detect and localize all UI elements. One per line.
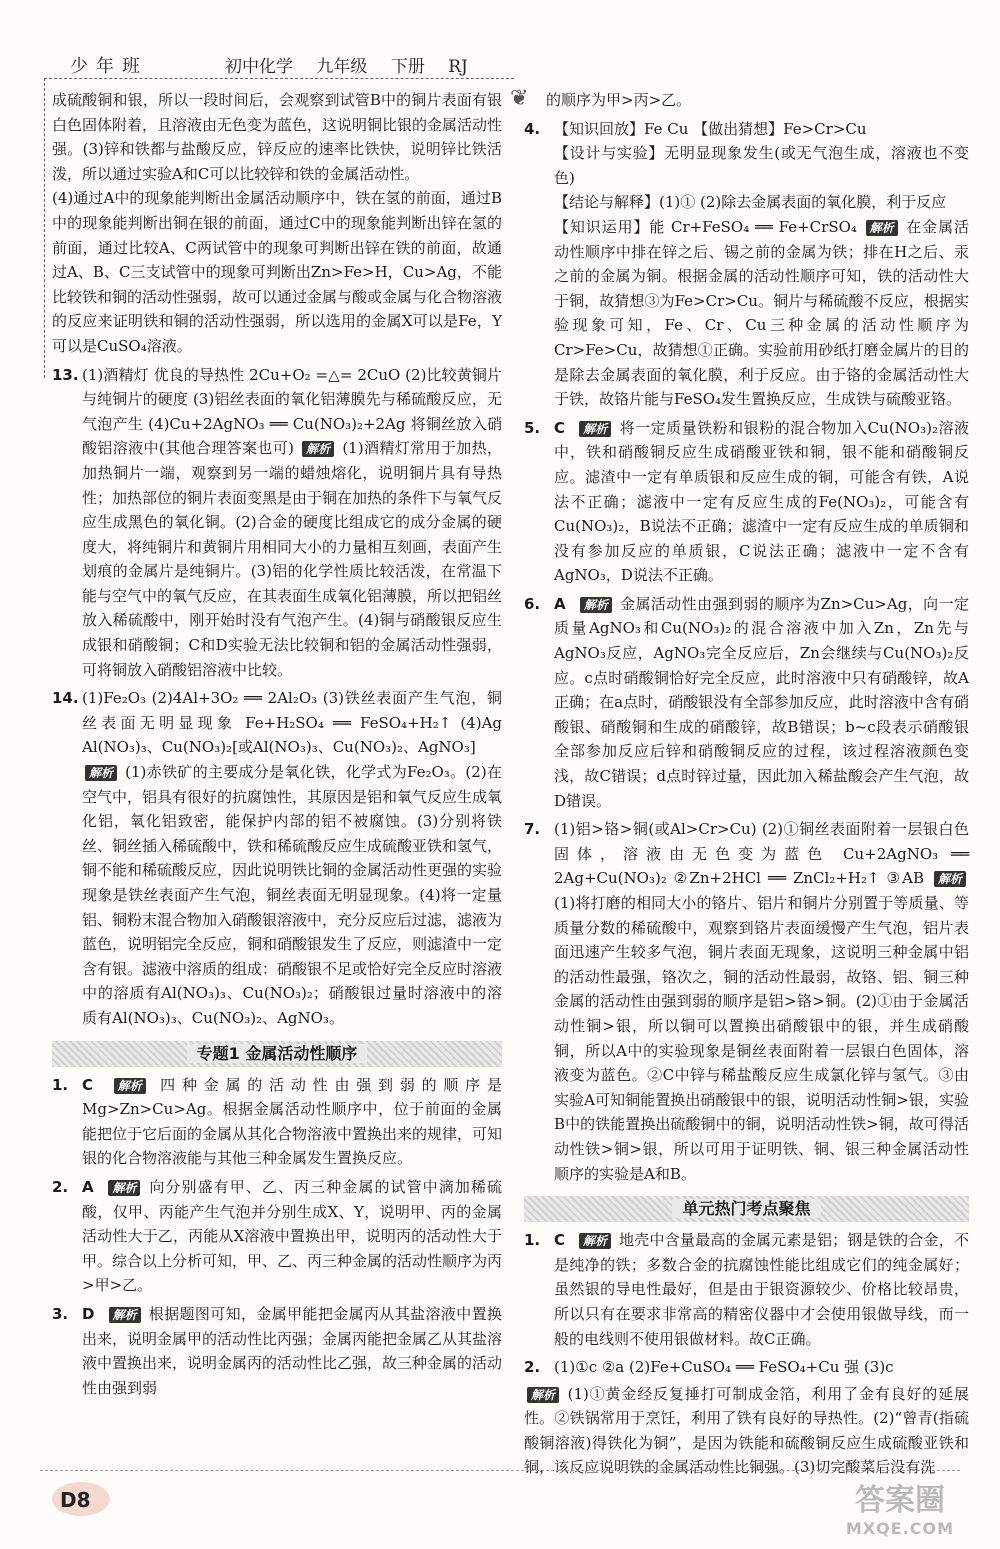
choice-answer: A bbox=[554, 594, 566, 613]
answer-text: (1)酒精灯 优良的导热性 2Cu+O₂ =△= 2CuO (2)比较黄铜片与纯铜片的硬度 (3)铝丝表面的氧化铝薄膜先与稀硫酸反应，无气泡产生 (4)Cu+2AgNO₃ ══ Cu(NO₃)₂+2Ag 将铜丝放入硝酸铝溶液中(其他合理答案也可) bbox=[82, 365, 502, 458]
analysis-text: 在金属活动性顺序中排在锌之后、锡之前的金属为铁；排在H之后、汞之前的金属为铜。根据金属的活动性顺序可知，铁的活动性大于铜，故猜想③为Fe>Cr>Cu。铜片与稀硫酸不反应，根据实验现象可知，Fe、Cr、Cu三种金属的活动性顺序为Cr>Fe>Cu，故猜想①正确。实验前用砂纸打磨金属片的目的是除去金属表面的氧化膜，利于反应。由于铬的金属活动性大于铁，故铬片能与FeSO₄发生置换反应，生成铁与硫酸亚铬。 bbox=[554, 217, 969, 409]
volume: 下册 bbox=[390, 57, 425, 77]
grade: 九年级 bbox=[316, 57, 368, 77]
watermark-title: 答案圈 bbox=[855, 1483, 945, 1518]
analysis-tag: 解析 bbox=[579, 1233, 611, 1249]
analysis-tag: 解析 bbox=[109, 1307, 141, 1323]
q12-continuation-1: 成硫酸铜和银，所以一段时间后，会观察到试管B中的铜片表面有银白色固体附着，且溶液由无色变为蓝色，这说明铜比银的金属活动性强。(3)锌和铁都与盐酸反应，锌反应的速率比铁快，说明锌比铁活泼，所以通过实验A和C可以比较锌和铁的金属活动性。 bbox=[52, 91, 503, 183]
answer-item-u2 bbox=[524, 1355, 969, 1380]
analysis-tag: 解析 bbox=[579, 421, 611, 437]
answer-line: 【知识运用】能 Cr+FeSO₄ ══ Fe+CrSO₄ bbox=[554, 217, 857, 236]
section-title: 单元热门考点聚焦 bbox=[672, 1199, 820, 1218]
analysis-text: 四种金属的活动性由强到弱的顺序是Mg>Zn>Cu>Ag。根据金属活动性顺序中，位于前面的金属能把位于它后面的金属从其化合物溶液中置换出来的规律，可知银的化合物溶液能与其他三种金属发生置换反应。 bbox=[82, 1075, 503, 1168]
item-number: 7. bbox=[524, 820, 541, 839]
analysis-text: (1)赤铁矿的主要成分是氧化铁，化学式为Fe₂O₃。(2)在空气中，铝具有很好的抗腐蚀性，其原因是铝和氧气反应生成氧化铝，氧化铝致密，能保护内部的铝不被腐蚀。(3)分别将铁丝、铜丝插入稀硫酸中，铁和稀硫酸反应生成硫酸亚铁和氢气，铜不能和稀硫酸反应，因此说明铁比铜的金属活动性更强的实验现象是铁丝表面产生气泡，铜丝表面无明显现象。(4)将一定量铝、铜粉末混合物加入硝酸银溶液中，充分反应后过滤，滤液为蓝色，说明铝完全反应，铜和硝酸银发生了反应，则滤渣中一定含有银。滤液中溶质的组成：硝酸银不足或恰好完全反应时溶液中的溶质有Al(NO₃)₃、Cu(NO₃)₂；硝酸银过量时溶液中的溶质有Al(NO₃)₃、Cu(NO₃)₂、AgNO₃。 bbox=[82, 763, 503, 1027]
analysis-text: 向分别盛有甲、乙、丙三种金属的试管中滴加稀硫酸，仅甲、丙能产生气泡并分别生成X、Y，说明甲、丙的金属活动性大于乙，丙能从X溶液中置换出甲，说明丙的活动性大于甲。综合以上分析可知，甲、乙、丙三种金属的活动性顺序为丙>甲>乙。 bbox=[82, 1177, 503, 1295]
item-number: 2. bbox=[52, 1177, 69, 1196]
item-number: 1. bbox=[52, 1075, 69, 1094]
analysis-tag: 解析 bbox=[85, 765, 117, 781]
header-rule bbox=[44, 78, 514, 79]
answer-text: (1)①c ②a (2)Fe+CuSO₄ ══ FeSO₄+Cu 强 (3)c bbox=[554, 1358, 894, 1377]
answer-line: 【知识回放】Fe Cu 【做出猜想】Fe>Cr>Cu bbox=[554, 119, 867, 138]
leaf-decoration-icon: ❦ bbox=[510, 86, 529, 111]
item-number: 6. bbox=[524, 594, 541, 613]
u2-analysis bbox=[524, 1382, 969, 1480]
subject: 初中化学 bbox=[225, 57, 293, 77]
analysis-text: (1)①黄金经反复捶打可制成金箔，利用了金有良好的延展性。②铁锅常用于烹饪，利用了铁有良好的导热性。(2)“曾青(指硫酸铜溶液)得铁化为铜”，是因为铁能和硫酸铜反应生成硫酸亚铁和铜，该反应说明铁的金属活动性比铜强。(3)切完酸菜后没有洗 bbox=[524, 1384, 969, 1477]
choice-answer: A bbox=[82, 1177, 94, 1196]
item-number: 5. bbox=[524, 418, 541, 437]
analysis-tag: 解析 bbox=[934, 871, 966, 887]
margin-rule bbox=[44, 78, 45, 378]
answer-text: (1)Fe₂O₃ (2)4Al+3O₂ ══ 2Al₂O₃ (3)铁丝表面产生气泡，铜丝表面无明显现象 Fe+H₂SO₄ ══ FeSO₄+H₂↑ (4)Ag Al(NO₃)₃、Cu(NO₃)₂[或Al(NO₃)₃、Cu(NO₃)₂、AgNO₃] bbox=[82, 689, 502, 757]
item-number: 3. bbox=[52, 1304, 69, 1323]
section-banner bbox=[524, 1196, 969, 1222]
watermark-url: MXQE.COM bbox=[845, 1519, 955, 1538]
item-number: 4. bbox=[524, 119, 541, 138]
answer-text: (1)铝>铬>铜(或Al>Cr>Cu) (2)①铜丝表面附着一层银白色固体，溶液由无色变为蓝色 Cu+2AgNO₃ ══ 2Ag+Cu(NO₃)₂ ②Zn+2HCl ══ ZnCl₂+H₂↑ ③AB bbox=[554, 820, 969, 888]
section-title: 专题1 金属活动性顺序 bbox=[187, 1044, 368, 1063]
answer-item bbox=[52, 1175, 502, 1298]
analysis-tag: 解析 bbox=[580, 597, 612, 613]
answer-line: 【设计与实验】无明显现象发生(或无气泡生成，溶液也不变色) bbox=[554, 144, 969, 187]
page-header bbox=[40, 46, 529, 111]
choice-answer: C bbox=[554, 418, 566, 437]
item-number: 2. bbox=[524, 1358, 541, 1377]
answer-item bbox=[52, 1302, 502, 1400]
answer-item-u1 bbox=[524, 1228, 969, 1351]
brand-logo: 少年班 bbox=[70, 56, 148, 77]
analysis-text: 根据题图可知，金属甲能把金属丙从其盐溶液中置换出来，说明金属甲的活动性比丙强；金属丙能把金属乙从其盐溶液中置换出来，说明金属丙的活动性比乙强，故三种金属的活动性由强到弱 bbox=[82, 1304, 503, 1397]
choice-answer: C bbox=[554, 1231, 566, 1250]
section-banner bbox=[52, 1041, 502, 1067]
edition: RJ bbox=[448, 57, 468, 77]
item-number: 1. bbox=[524, 1231, 541, 1250]
right-column bbox=[524, 88, 969, 1480]
analysis-tag: 解析 bbox=[108, 1180, 140, 1196]
answer-item-7 bbox=[524, 817, 969, 1186]
item-number: 13. bbox=[52, 365, 79, 384]
book-info bbox=[225, 52, 486, 77]
analysis-text: (1)将打磨的相同大小的铬片、铝片和铜片分别置于等质量、等质量分数的稀硫酸中，观察到铬片表面缓慢产生气泡，铝片表面迅速产生较多气泡，铜片表面无现象，这说明三种金属中铝的活动性最强，铬次之，铜的活动性最弱，故铬、铝、铜三种金属的活动性由强到弱的顺序是铝>铬>铜。(2)①由于金属活动性铜>银，所以铜可以置换出硝酸银中的银，并生成硝酸铜，所以A中的实验现象是铜丝表面附着一层银白色固体，溶液变为蓝色。②C中锌与稀盐酸反应生成氯化锌与氢气。③由实验A可知铜能置换出硝酸银中的银，说明活动性铜>银，实验B中的铁能置换出硫酸铜中的铜，说明活动性铁>铜，故可得活动性铁>铜>银，所以可用于证明铁、铜、银三种金属活动性顺序的实验是A和B。 bbox=[554, 894, 969, 1183]
answer-line: 【结论与解释】(1)① (2)除去金属表面的氧化膜，利于反应 bbox=[554, 193, 947, 212]
analysis-tag: 解析 bbox=[114, 1078, 146, 1094]
choice-answer: D bbox=[82, 1304, 95, 1323]
answer-item-6 bbox=[524, 592, 969, 813]
answer-item bbox=[52, 1073, 502, 1171]
answer-item-13 bbox=[52, 363, 502, 683]
site-watermark bbox=[820, 1475, 980, 1538]
q12-continuation-2: (4)通过A中的现象能判断出金属活动顺序中，铁在氢的前面，通过B中的现象能判断出铜在银的前面，通过C中的现象能判断出锌在氢的前面，通过比较A、C两试管中的现象可判断出锌在铁的前面，故通过A、B、C三支试管中的现象可判断出Zn>Fe>H，Cu>Ag，不能比较铁和铜的活动性强弱，故可以通过金属与酸或金属与化合物溶液的反应来证明铁和铜的活动性强弱，所以选用的金属X可以是Fe，Y可以是CuSO₄溶液。 bbox=[52, 189, 503, 355]
answer-item-5 bbox=[524, 416, 969, 588]
analysis-tag: 解析 bbox=[866, 220, 898, 236]
analysis-text: 将一定质量铁粉和银粉的混合物加入Cu(NO₃)₂溶液中，铁和硝酸铜反应生成硝酸亚铁和铜，银不能和硝酸铜反应。滤渣中一定有单质银和反应生成的铜，可能含有铁，A说法不正确；滤液中一定有反应生成的Fe(NO₃)₂，可能含有Cu(NO₃)₂，B说法不正确；滤渣中一定有反应生成的单质铜和没有参加反应的单质银，C说法正确；滤液中一定不含有AgNO₃，D说法不正确。 bbox=[554, 418, 969, 585]
footer-rule bbox=[40, 1470, 960, 1471]
left-column bbox=[52, 88, 502, 1402]
analysis-text: 地壳中含量最高的金属元素是铝；钢是铁的合金，不是纯净的铁；多数合金的抗腐蚀性能比组成它们的纯金属好；虽然银的导电性最好，但是由于银资源较少、价格比较昂贵，所以只有在要求非常高的精密仪器中才会使用银做导线，而一般的电线则不使用银做材料。故C正确。 bbox=[554, 1231, 969, 1348]
q3-continuation: 的顺序为甲>丙>乙。 bbox=[546, 91, 692, 109]
item-number: 14. bbox=[52, 689, 79, 708]
analysis-tag: 解析 bbox=[527, 1387, 559, 1403]
answer-item-14 bbox=[52, 686, 502, 1030]
page-number: D8 bbox=[60, 1488, 91, 1512]
analysis-text: 金属活动性由强到弱的顺序为Zn>Cu>Ag，向一定质量AgNO₃和Cu(NO₃)₂的混合溶液中加入Zn，Zn先与AgNO₃反应，AgNO₃完全反应后，Zn会继续与Cu(NO₃)₂反应。c点时硝酸铜恰好完全反应，此时溶液中只有硝酸锌，故A正确；在a点时，硝酸银没有全部参加反应，此时溶液中含有硝酸银、硝酸铜和生成的硝酸锌，故B错误；b~c段表示硝酸银全部参加反应后锌和硝酸铜反应的过程，该过程溶液颜色变浅，故C错误；d点时锌过量，因此加入稀盐酸会产生气泡，故D错误。 bbox=[554, 594, 969, 810]
answer-item-4 bbox=[524, 117, 969, 412]
analysis-tag: 解析 bbox=[302, 441, 334, 457]
analysis-text: (1)酒精灯常用于加热，加热铜片一端，观察到另一端的蜡烛熔化，说明铜片具有导热性；加热部位的铜片表面变黑是由于铜在加热的条件下与氧气反应生成黑色的氧化铜。(2)合金的硬度比组成它的成分金属的硬度大，将纯铜片和黄铜片用相同大小的力量相互刻画，表面产生划痕的金属片是纯铜片。(3)铝的化学性质比较活泼，在常温下能与空气中的氧气反应，在其表面生成氧化铝薄膜，所以把铝丝放入稀硫酸中，刚开始时没有气泡产生。(4)铜与硝酸银反应生成银和硝酸铜；C和D实验无法比较铜和铝的金属活动性强弱，可将铜放入硝酸铝溶液中比较。 bbox=[82, 439, 503, 679]
choice-answer: C bbox=[82, 1075, 94, 1094]
